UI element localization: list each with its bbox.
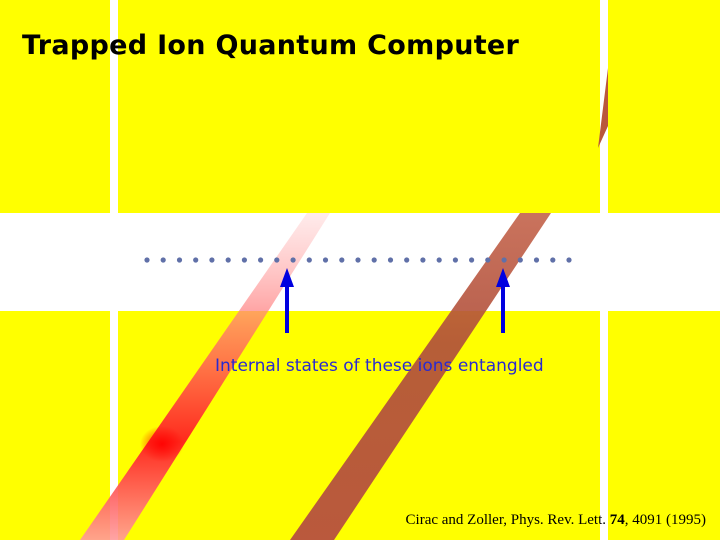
ion (291, 257, 296, 262)
entangled-ion (437, 257, 442, 262)
ion (161, 257, 166, 262)
ion (258, 257, 263, 262)
ion (144, 257, 149, 262)
ion (388, 257, 393, 262)
ion (469, 257, 474, 262)
citation-suffix: , 4091 (1995) (624, 512, 706, 528)
ion (550, 257, 555, 262)
ion (355, 257, 360, 262)
citation (406, 512, 706, 529)
ion (177, 257, 182, 262)
citation-volume: 74 (609, 512, 625, 528)
ion (307, 257, 312, 262)
ion (274, 257, 279, 262)
ion (502, 257, 507, 262)
ion (534, 257, 539, 262)
ion (420, 257, 425, 262)
ion (323, 257, 328, 262)
ion (453, 257, 458, 262)
annotation-label: Internal states of these ions entangled (215, 356, 544, 376)
laser-beam (290, 213, 551, 540)
ion (485, 257, 490, 262)
citation-prefix: Cirac and Zoller, Phys. Rev. Lett. (405, 512, 606, 528)
entangled-ion (242, 257, 247, 262)
ion (566, 257, 571, 262)
laser-beam-fragment (598, 68, 608, 148)
ion (209, 257, 214, 262)
ion (404, 257, 409, 262)
ion (193, 257, 198, 262)
laser-focus-spot (140, 426, 184, 462)
ion (339, 257, 344, 262)
ion (372, 257, 377, 262)
ion (226, 257, 231, 262)
page-title: Trapped Ion Quantum Computer (22, 30, 520, 61)
ion (518, 257, 523, 262)
